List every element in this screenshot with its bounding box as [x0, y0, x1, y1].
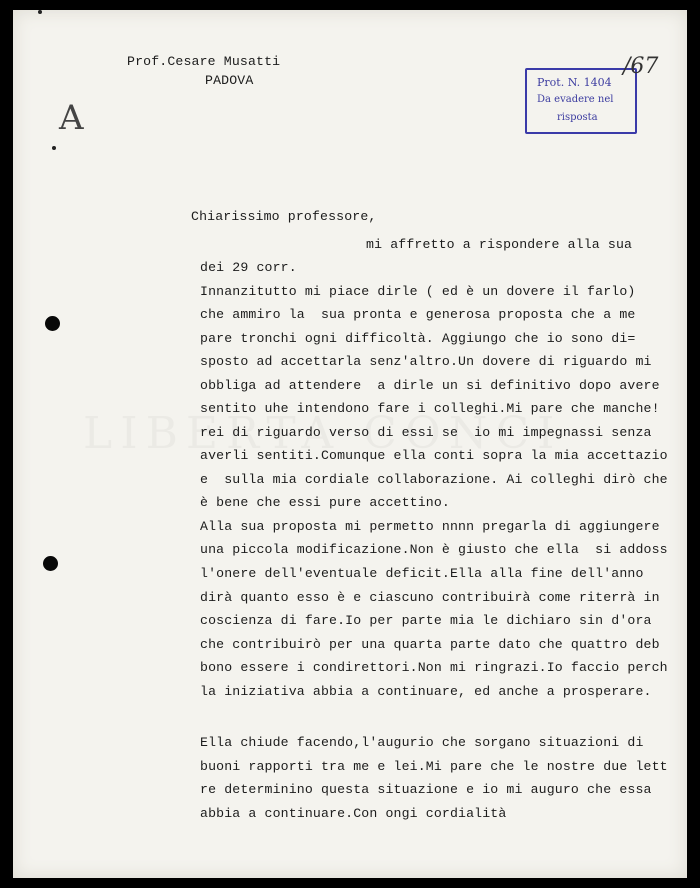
- salutation: Chiarissimo professore,: [191, 209, 377, 224]
- letter-line: dirà quanto esso è e ciascuno contribuirà come riterrà in: [200, 590, 660, 605]
- letter-line: Innanzitutto mi piace dirle ( ed è un dovere il farlo): [200, 284, 636, 299]
- letter-line: re determinino questa situazione e io mi auguro che essa: [200, 782, 652, 797]
- letter-line: bono essere i condirettori.Non mi ringrazi.Io faccio perch: [200, 660, 668, 675]
- letter-line: averli sentiti.Comunque ella conti sopra la mia accettazio: [200, 448, 668, 463]
- stamp-protocol-number: Prot. N. 1404: [537, 76, 612, 89]
- stamp-line-risposta: risposta: [557, 112, 598, 123]
- letter-line: l'onere dell'eventuale deficit.Ella alla fine dell'anno: [200, 566, 644, 581]
- letter-line: Ella chiude facendo,l'augurio che sorgano situazioni di: [200, 735, 644, 750]
- stamp-handwritten-number: /67: [623, 54, 659, 79]
- letter-line: la iniziativa abbia a continuare, ed anche a prosperare.: [200, 684, 652, 699]
- letter-line: sentito uhe intendono fare i colleghi.Mi pare che manche!: [200, 401, 660, 416]
- letter-line: rei di riguardo verso di essi se io mi impegnassi senza: [200, 425, 652, 440]
- letter-line: buoni rapporti tra me e lei.Mi pare che le nostre due lett: [200, 759, 668, 774]
- letter-line: una piccola modificazione.Non è giusto che ella si addoss: [200, 542, 668, 557]
- letter-line: pare tronchi ogni difficoltà. Aggiungo che io sono di=: [200, 331, 636, 346]
- margin-dot: [52, 146, 56, 150]
- letter-line: è bene che essi pure accettino.: [200, 495, 450, 510]
- margin-dot: [38, 10, 42, 14]
- letter-line: coscienza di fare.Io per parte mia le dichiaro sin d'ora: [200, 613, 652, 628]
- letter-line: Alla sua proposta mi permetto nnnn pregarla di aggiungere: [200, 519, 660, 534]
- letter-line: mi affretto a rispondere alla sua: [366, 237, 633, 252]
- letter-line: sposto ad accettarla senz'altro.Un dovere di riguardo mi: [200, 354, 652, 369]
- letter-line: che ammiro la sua pronta e generosa proposta che a me: [200, 307, 636, 322]
- letter-line: abbia a continuare.Con ongi cordialità: [200, 806, 507, 821]
- stamp-line-evade: Da evadere nel: [537, 94, 614, 105]
- protocol-stamp: [525, 68, 637, 134]
- letter-page: [13, 10, 687, 878]
- margin-handwritten-mark: A: [59, 98, 84, 138]
- sender-name: Prof.Cesare Musatti: [127, 54, 281, 69]
- letter-line: obbliga ad attendere a dirle un si definitivo dopo avere: [200, 378, 660, 393]
- letter-line: che contribuirò per una quarta parte dato che quattro deb: [200, 637, 660, 652]
- sender-city: PADOVA: [205, 73, 254, 88]
- letter-line: dei 29 corr.: [200, 260, 297, 275]
- punch-hole: [43, 556, 58, 571]
- letter-line: e sulla mia cordiale collaborazione. Ai colleghi dirò che: [200, 472, 668, 487]
- punch-hole: [45, 316, 60, 331]
